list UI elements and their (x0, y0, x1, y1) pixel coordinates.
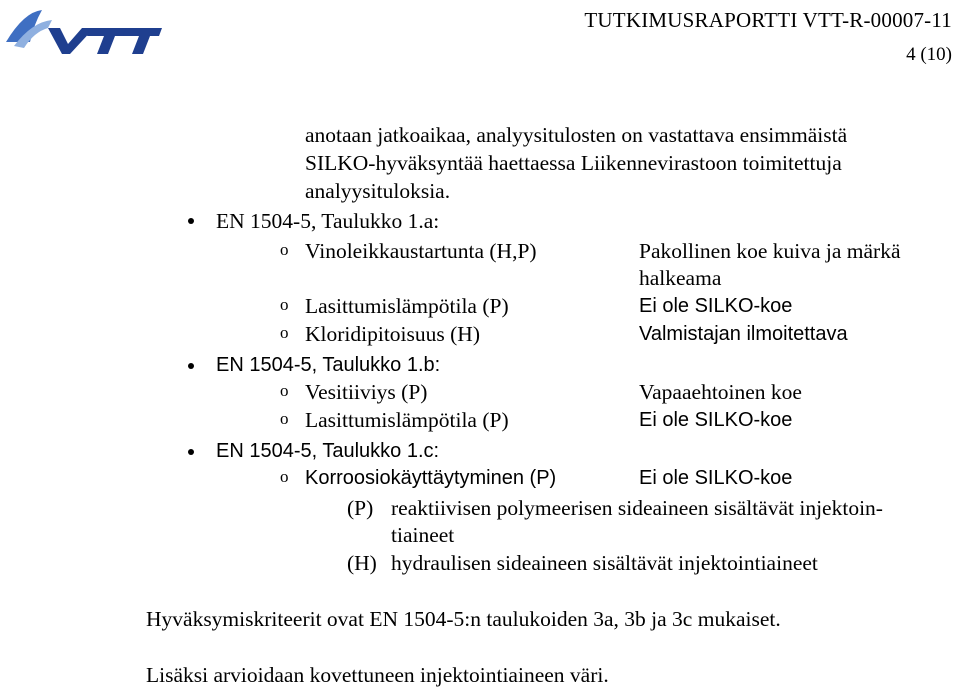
note-text: hydraulisen sideaineen sisältävät injektointiaineet (391, 551, 818, 575)
item-name: Lasittumislämpötila (P) (305, 294, 509, 318)
bullet-icon (188, 218, 194, 224)
item-value-continued: halkeama (639, 266, 722, 290)
section-heading-1c: EN 1504-5, Taulukko 1.c: (216, 440, 440, 462)
item-name: Vesitiiviys (P) (305, 380, 428, 404)
bullet-icon (188, 363, 194, 369)
vtt-logo (4, 2, 164, 56)
circle-bullet-icon: o (280, 323, 289, 342)
closing-paragraph-2: Lisäksi arvioidaan kovettuneen injektointiaineen väri. (146, 663, 609, 687)
logo-letter-t1 (87, 28, 128, 54)
bullet-icon (188, 449, 194, 455)
page-number: 4 (10) (906, 44, 952, 65)
circle-bullet-icon: o (280, 381, 289, 400)
note-text-continued: tiaineet (391, 523, 455, 547)
section-heading-1a: EN 1504-5, Taulukko 1.a: (216, 209, 440, 233)
note-text: reaktiivisen polymeerisen sideaineen sisältävät injektoin- (391, 496, 883, 520)
logo-letter-v (48, 28, 94, 54)
note-code: (P) (347, 496, 374, 520)
item-value: Ei ole SILKO-koe (639, 467, 793, 489)
item-name: Lasittumislämpötila (P) (305, 408, 509, 432)
report-id: TUTKIMUSRAPORTTI VTT-R-00007-11 (584, 8, 952, 32)
circle-bullet-icon: o (280, 467, 289, 486)
circle-bullet-icon: o (280, 295, 289, 314)
item-name: Korroosiokäyttäytyminen (P) (305, 467, 557, 489)
circle-bullet-icon: o (280, 240, 289, 259)
logo-letter-t2 (123, 28, 162, 54)
item-name: Kloridipitoisuus (H) (305, 322, 480, 346)
item-value: Pakollinen koe kuiva ja märkä (639, 239, 901, 263)
item-value: Valmistajan ilmoitettava (639, 323, 848, 345)
item-value: Vapaaehtoinen koe (639, 380, 802, 404)
item-name: Vinoleikkaustartunta (H,P) (305, 239, 537, 263)
section-heading-1b: EN 1504-5, Taulukko 1.b: (216, 354, 441, 376)
note-code: (H) (347, 551, 377, 575)
intro-line-3: analyysituloksia. (305, 179, 451, 203)
intro-line-2: SILKO-hyväksyntää haettaessa Liikennevirastoon toimitettuja (305, 151, 842, 175)
intro-line-1: anotaan jatkoaikaa, analyysitulosten on vastattava ensimmäistä (305, 123, 848, 147)
item-value: Ei ole SILKO-koe (639, 409, 793, 431)
closing-paragraph-1: Hyväksymiskriteerit ovat EN 1504-5:n taulukoiden 3a, 3b ja 3c mukaiset. (146, 607, 781, 631)
item-value: Ei ole SILKO-koe (639, 295, 793, 317)
circle-bullet-icon: o (280, 409, 289, 428)
